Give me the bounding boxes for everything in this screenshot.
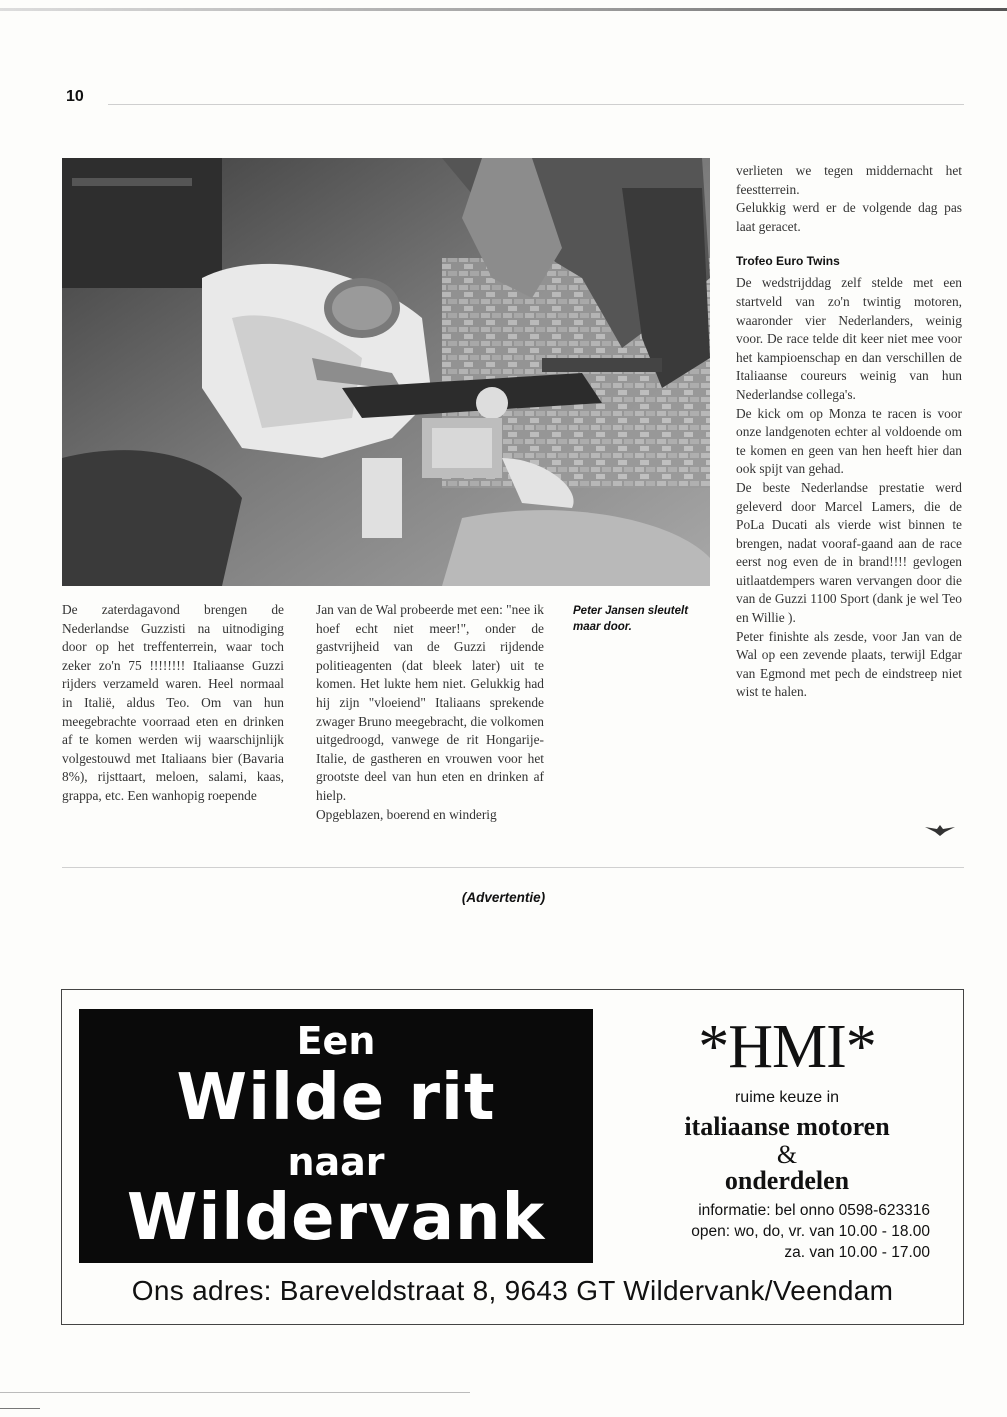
footer-rule: [62, 867, 964, 868]
article-column-2: [316, 601, 544, 824]
page-number: 10: [66, 88, 84, 105]
ad-headline-line: Wildervank: [126, 1181, 546, 1255]
scan-edge: [0, 1392, 470, 1393]
section-subheading: Trofeo Euro Twins: [736, 254, 840, 269]
hmi-info-line: informatie: bel onno 0598-623316: [698, 1202, 930, 1219]
ad-headline-line: Een: [296, 1019, 376, 1063]
advert-label: (Advertentie): [461, 890, 546, 905]
guzzi-eagle-icon: [925, 823, 955, 842]
body-paragraph: Peter finishte als zesde, voor Jan van de Wal op een zevende plaats, terwijl Edgar van Egmond met pech de eindstreep niet wist te halen.: [736, 628, 962, 700]
article-photo: [62, 158, 710, 586]
body-paragraph: Gelukkig werd er de volgende dag pas laat geracet.: [736, 200, 962, 234]
hmi-contact-info: [630, 1200, 930, 1263]
body-paragraph: Opgeblazen, boerend en winderig: [316, 806, 497, 822]
body-paragraph: verlieten we tegen middernacht het feestterrein.: [736, 163, 962, 197]
hmi-ampersand: &: [776, 1140, 798, 1169]
article-column-3: [736, 162, 962, 702]
hmi-subtitle: ruime keuze in: [734, 1089, 840, 1106]
scan-edge: [0, 1408, 40, 1409]
scan-edge: [0, 8, 1007, 11]
hmi-logo: *HMI*: [698, 1013, 876, 1081]
body-paragraph: De wedstrijddag zelf stelde met een startveld van zo'n twintig motoren, waaronder vier Nederlanders, weinig voor. De race telde dit keer niet mee voor het kampioenschap en dan verschillen de Italiaanse coureurs weinig van hun Nederlandse collega's.: [736, 275, 962, 402]
advertisement: [61, 989, 964, 1325]
hmi-info-line: za. van 10.00 - 17.00: [784, 1244, 930, 1261]
photo-caption: Peter Jansen sleutelt maar door.: [573, 605, 689, 633]
ad-headline-line: naar: [287, 1140, 385, 1184]
body-paragraph: De zaterdagavond brengen de Nederlandse Guzzisti na uitnodiging door op het treffenterrein, waar toch zeker zo'n 75 !!!!!!!! Italiaanse Guzzi rijders verzameld waren. Heel normaal in Italië, aldus Teo. Om van hun meegebrachte voorraad eten en drinken af te komen werden wij waarschijnlijk volgestouwd met Italiaans bier (Bavaria 8%), rijsttaart, meloen, salami, kaas, grappa, etc. Een wanhopig roepende: [62, 602, 284, 803]
motorcycle-repair-photo: [62, 158, 710, 586]
hmi-heading: onderdelen: [724, 1166, 850, 1195]
body-paragraph: De beste Nederlandse prestatie werd geleverd door Marcel Lamers, die de PoLa Ducati als vierde wist binnen te brengen, nadat vooraf-gaand aan de race eerst nog even de in brand!!!! gevlogen uitlaatdempers waren vervangen door die van de Guzzi 1100 Sport (dank je wel Teo en Willie ).: [736, 479, 962, 626]
body-paragraph: De kick om op Monza te racen is voor onze landgenoten echter al voldoende om te komen en geen van hen heeft hier dan ook spijt van gehad.: [736, 405, 962, 477]
hmi-info-line: open: wo, do, vr. van 10.00 - 18.00: [691, 1223, 930, 1240]
ad-headline-line: Wilde rit: [176, 1061, 496, 1135]
ad-address: Ons adres: Bareveldstraat 8, 9643 GT Wildervank/Veendam: [131, 1275, 894, 1306]
article-column-1: [62, 601, 284, 806]
body-paragraph: Jan van de Wal probeerde met een: "nee ik hoef echt niet meer!", onder de gastvrijheid van de Guzzi rijdende politieagenten (dat bleek later) uit te komen. Het lukte hem niet. Gelukkig had hij zijn "vloeiend" Italiaans sprekende zwager Bruno meegebracht, die volkomen uitgedroogd, vanwege de rit Hongarije-Italie, de gastheren en vrouwen voor het grootste deel van hun eten en drinken af hielp.: [316, 602, 544, 803]
hmi-heading: italiaanse motoren: [684, 1112, 890, 1141]
wildervank-ad-panel: [79, 1009, 593, 1263]
header-rule: [108, 104, 964, 105]
